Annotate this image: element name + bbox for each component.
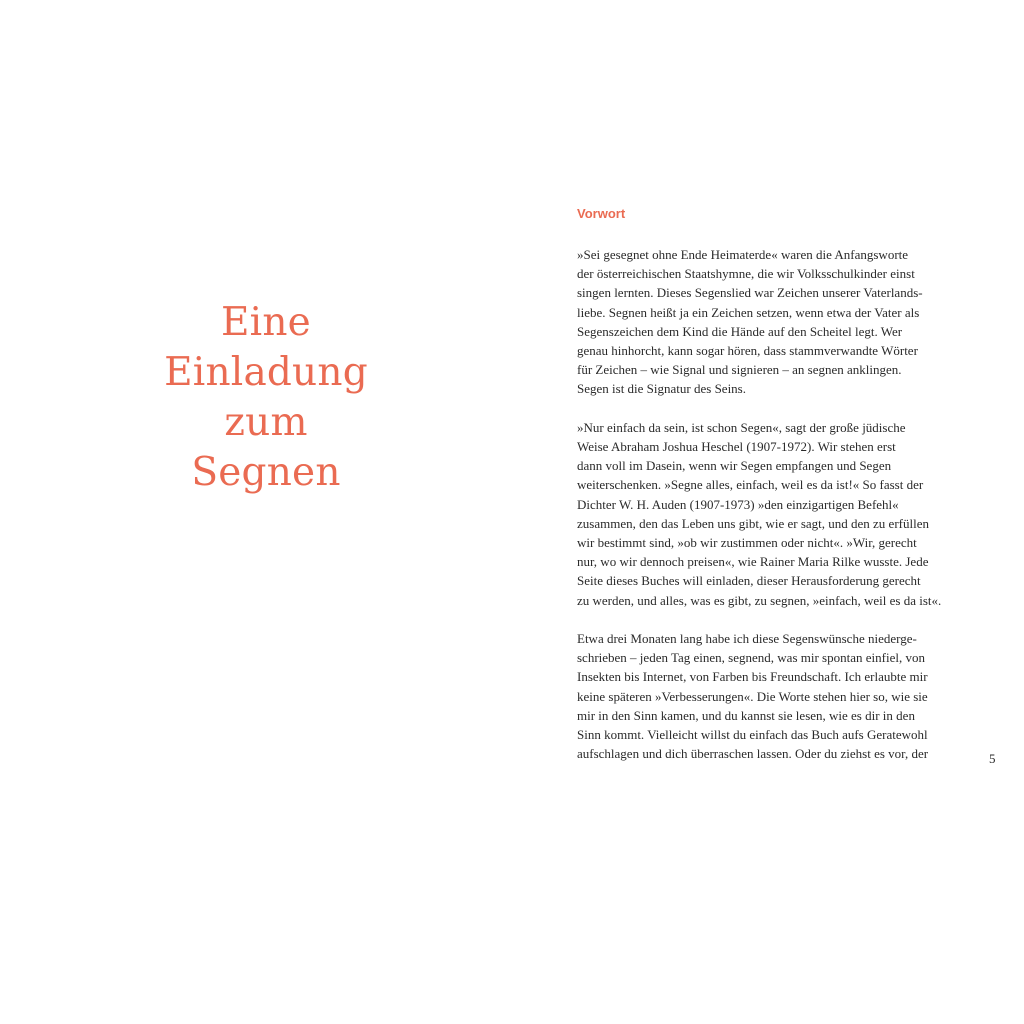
text-line: mir in den Sinn kamen, und du kannst sie lesen, wie es dir in den: [577, 707, 915, 723]
text-line: Dichter W. H. Auden (1907-1973) »den einzigartigen Befehl«: [577, 496, 899, 512]
text-line: aufschlagen und dich überraschen lassen. Oder du ziehst es vor, der: [577, 746, 929, 762]
paragraph-1: [577, 245, 967, 399]
book-title-line: zum: [224, 400, 308, 445]
text-line: »Sei gesegnet ohne Ende Heimaterde« waren die Anfangsworte: [577, 247, 909, 262]
text-line: zu werden, und alles, was es gibt, zu segnen, »einfach, weil es da ist«.: [577, 592, 942, 608]
text-line: Sinn kommt. Vielleicht willst du einfach das Buch aufs Geratewohl: [577, 727, 928, 743]
body-text: [577, 245, 967, 783]
book-title-line: Einladung: [164, 350, 368, 395]
text-line: Segen ist die Signatur des Seins.: [577, 381, 746, 397]
text-line: dann voll im Dasein, wenn wir Segen empfangen und Segen: [577, 458, 892, 474]
text-line: Insekten bis Internet, von Farben bis Freundschaft. Ich erlaubte mir: [577, 669, 928, 685]
text-line: für Zeichen – wie Signal und signieren – an segnen anklingen.: [577, 362, 902, 378]
text-line: Etwa drei Monaten lang habe ich diese Segenswünsche niederge-: [577, 631, 917, 647]
paragraph-3: [577, 629, 967, 763]
page-number: 5: [989, 751, 996, 766]
right-page: [534, 0, 1024, 1024]
paragraph-2: [577, 418, 967, 610]
text-line: Weise Abraham Joshua Heschel (1907-1972). Wir stehen erst: [577, 439, 896, 455]
book-title-line: Eine: [221, 300, 311, 345]
section-heading: Vorwort: [577, 206, 626, 221]
text-line: genau hinhorcht, kann sogar hören, dass stammverwandte Wörter: [577, 343, 918, 359]
text-line: keine späteren »Verbesserungen«. Die Worte stehen hier so, wie sie: [577, 688, 928, 704]
text-line: Seite dieses Buches will einladen, dieser Herausforderung gerecht: [577, 573, 921, 589]
text-line: »Nur einfach da sein, ist schon Segen«, sagt der große jüdische: [577, 419, 906, 435]
text-line: nur, wo wir dennoch preisen«, wie Rainer Maria Rilke wusste. Jede: [577, 554, 929, 570]
text-line: weiterschenken. »Segne alles, einfach, weil es da ist!« So fasst der: [577, 477, 924, 493]
text-line: liebe. Segnen heißt ja ein Zeichen setzen, wenn etwa der Vater als: [577, 304, 920, 320]
text-line: singen lernten. Dieses Segenslied war Zeichen unserer Vaterlands-: [577, 285, 923, 301]
text-line: der österreichischen Staatshymne, die wir Volksschulkinder einst: [577, 266, 915, 282]
text-line: zusammen, den das Leben uns gibt, wie er sagt, und den zu erfüllen: [577, 515, 929, 531]
book-title-line: Segnen: [191, 450, 341, 495]
text-line: Segenszeichen dem Kind die Hände auf den Scheitel legt. Wer: [577, 323, 903, 339]
text-line: wir bestimmt sind, »ob wir zustimmen oder nicht«. »Wir, gerecht: [577, 535, 917, 551]
text-line: schrieben – jeden Tag einen, segnend, was mir spontan einfiel, von: [577, 650, 925, 666]
book-title: [120, 298, 412, 498]
